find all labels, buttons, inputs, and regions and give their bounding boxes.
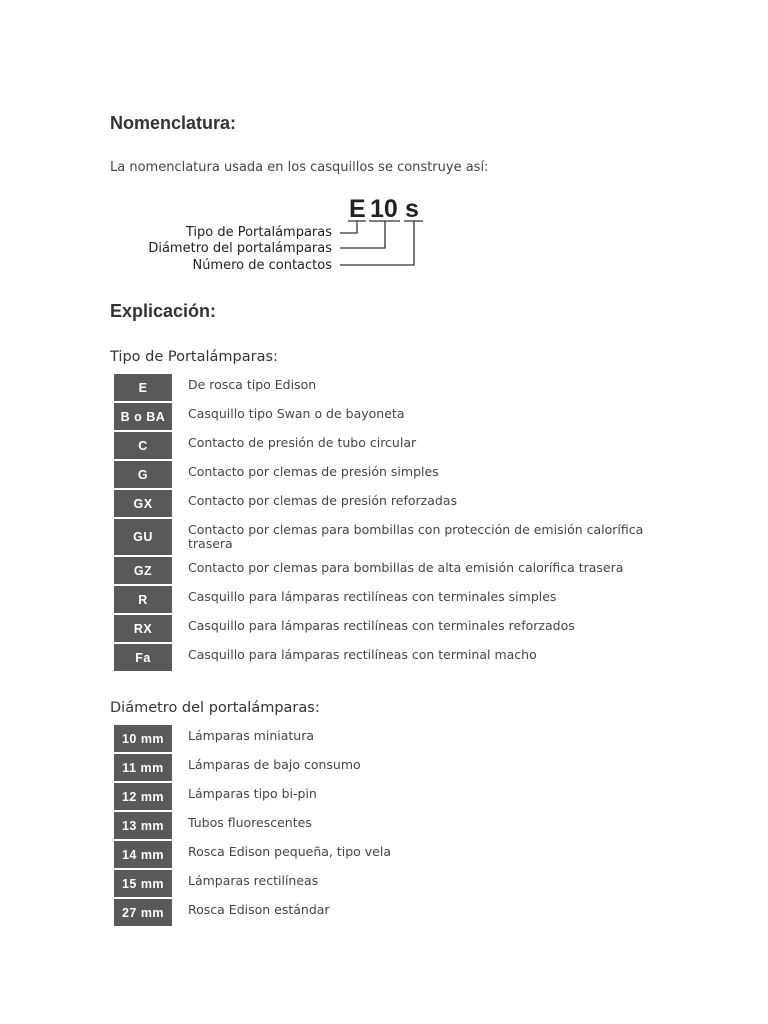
tipo-title: Tipo de Portalámparas: (110, 349, 278, 365)
code-cell: G (114, 461, 172, 488)
table-row (114, 374, 674, 401)
code-part-diameter: 10 (370, 195, 398, 223)
description-cell: Contacto de presión de tubo circular (188, 435, 417, 450)
label-contactos: Número de contactos (192, 258, 332, 273)
description-cell: Lámparas tipo bi-pin (188, 786, 317, 801)
table-row (114, 812, 674, 839)
description-cell: Contacto por clemas para bombillas con protección de emisión calorífica trasera (188, 522, 644, 551)
description-cell: Casquillo tipo Swan o de bayoneta (188, 406, 405, 421)
diametro-title: Diámetro del portalámparas: (110, 700, 320, 716)
label-tipo: Tipo de Portalámparas (185, 225, 332, 240)
code-cell: 27 mm (114, 899, 172, 926)
code-cell: 14 mm (114, 841, 172, 868)
table-row (114, 557, 674, 584)
description-cell: Contacto por clemas para bombillas de alta emisión calorífica trasera (188, 560, 624, 575)
description-cell: Lámparas de bajo consumo (188, 757, 361, 772)
code-cell: 10 mm (114, 725, 172, 752)
code-cell: C (114, 432, 172, 459)
code-cell: 11 mm (114, 754, 172, 781)
description-cell: Contacto por clemas de presión simples (188, 464, 439, 479)
explicacion-heading: Explicación: (110, 301, 217, 321)
code-part-contacts: s (405, 195, 419, 223)
description-cell: Casquillo para lámparas rectilíneas con terminal macho (188, 647, 537, 662)
code-cell: RX (114, 615, 172, 642)
table-row (114, 725, 674, 752)
code-cell: B o BA (114, 403, 172, 430)
description-cell: Rosca Edison pequeña, tipo vela (188, 844, 392, 859)
code-cell: GZ (114, 557, 172, 584)
nomenclature-diagram (110, 190, 440, 276)
description-cell: Lámparas miniatura (188, 728, 315, 743)
table-row (114, 586, 674, 613)
table-row (114, 461, 674, 488)
description-cell: Casquillo para lámparas rectilíneas con terminales simples (188, 589, 557, 604)
code-cell: GU (114, 519, 172, 555)
code-cell: R (114, 586, 172, 613)
table-row (114, 403, 674, 430)
code-cell: 15 mm (114, 870, 172, 897)
table-row (114, 490, 674, 517)
table-row (114, 870, 674, 897)
description-cell: Casquillo para lámparas rectilíneas con terminales reforzados (188, 618, 575, 633)
table-row (114, 899, 674, 926)
code-cell: 12 mm (114, 783, 172, 810)
description-cell: De rosca tipo Edison (188, 377, 317, 392)
table-row (114, 783, 674, 810)
description-cell: Tubos fluorescentes (188, 815, 312, 830)
code-cell: E (114, 374, 172, 401)
label-diametro: Diámetro del portalámparas (148, 241, 332, 256)
description-cell: Rosca Edison estándar (188, 902, 330, 917)
code-cell: GX (114, 490, 172, 517)
intro-text: La nomenclatura usada en los casquillos se construye así: (110, 160, 489, 175)
code-cell: 13 mm (114, 812, 172, 839)
table-row (114, 841, 674, 868)
table-row (114, 615, 674, 642)
nomenclatura-heading: Nomenclatura: (110, 113, 237, 133)
table-row (114, 754, 674, 781)
diametro-table (114, 725, 674, 928)
code-part-type: E (349, 195, 366, 223)
table-row (114, 519, 674, 555)
code-cell: Fa (114, 644, 172, 671)
description-cell: Lámparas rectilíneas (188, 873, 319, 888)
description-cell: Contacto por clemas de presión reforzadas (188, 493, 457, 508)
tipo-table (114, 374, 674, 673)
table-row (114, 644, 674, 671)
table-row (114, 432, 674, 459)
